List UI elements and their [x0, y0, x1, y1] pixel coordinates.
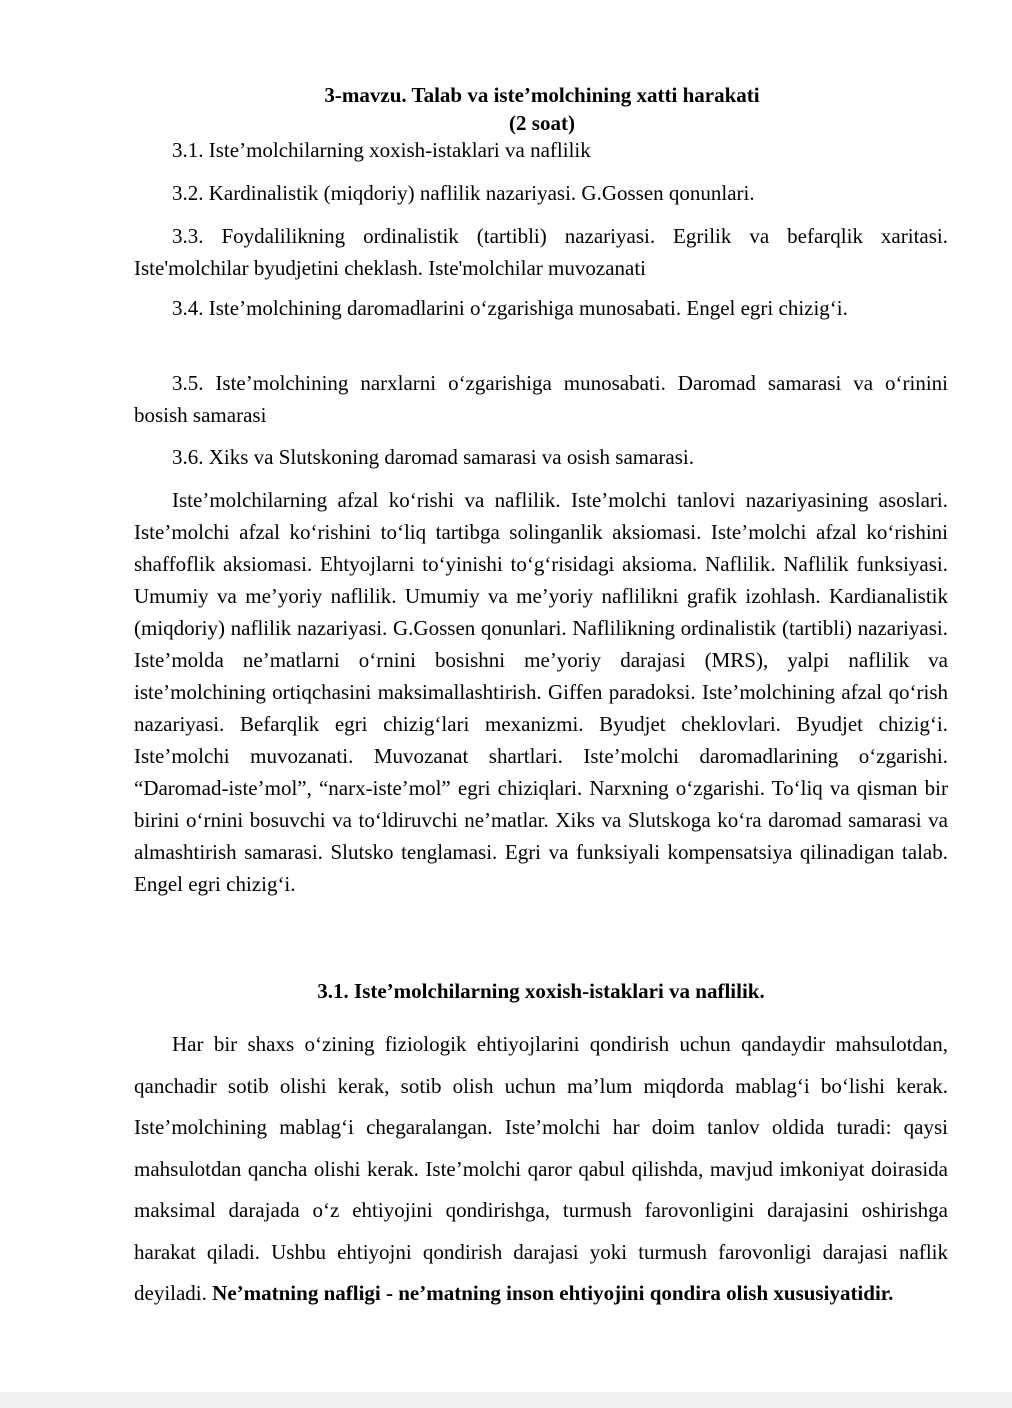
- summary-paragraph: Iste’molchilarning afzal ko‘rishi va naflilik. Iste’molchi tanlovi nazariyasining asoslari. Iste’molchi afzal ko‘rishini to‘liq tartibga solinganlik aksiomasi. Iste’molchi afzal ko‘rishini shaffoflik aksiomasi. Ehtyojlarni to‘yinishi to‘g‘risidagi aksioma. Naflilik. Naflilik funksiyasi. Umumiy va me’yoriy naflilik. Umumiy va me’yoriy naflilikni grafik izohlash. Kardianalistik (miqdoriy) naflilik nazariyasi. G.Gossen qonunlari. Naflilikning ordinalistik (tartibli) nazariyasi. Iste’molda ne’matlarni o‘rnini bosishni me’yoriy darajasi (MRS), yalpi naflilik va iste’molchining ortiqchasini maksimallashtirish. Giffen paradoksi. Iste’molchining afzal qo‘rish nazariyasi. Befarqlik egri chizig‘lari mexanizmi. Byudjet cheklovlari. Byudjet chizig‘i. Iste’molchi muvozanati. Muvozanat shartlari. Iste’molchi daromadlarining o‘zgarishi. “Daromad-iste’mol”, “narx-iste’mol” egri chiziqlari. Narxning o‘zgarishi. To‘liq va qisman bir birini o‘rnini bosuvchi va to‘ldiruvchi ne’matlar. Xiks va Slutskoga ko‘ra daromad samarasi va almashtirish samarasi. Slutsko tenglamasi. Egri va funksiyali kompensatsiya qilinadigan talab. Engel egri chizig‘i.: [134, 488, 948, 896]
- toc-item: 3.5. Iste’molchining narxlarni o‘zgarishiga munosabati. Daromad samarasi va o‘rinini bosish samarasi: [134, 371, 948, 427]
- body-paragraph: [134, 1024, 948, 1315]
- toc-item: 3.3. Foydalilikning ordinalistik (tartibli) nazariyasi. Egrilik va befarqlik xaritasi. Iste'molchilar byudjetini cheklash. Iste'molchilar muvozanati: [134, 224, 948, 280]
- document-subtitle: (2 soat): [509, 111, 575, 135]
- toc-item: 3.6. Xiks va Slutskoning daromad samarasi va osish samarasi.: [172, 445, 695, 469]
- section-heading: 3.1. Iste’molchilarning xoxish-istaklari va naflilik.: [317, 979, 765, 1003]
- toc-item: 3.1. Iste’molchilarning xoxish-istaklari va naflilik: [172, 138, 591, 162]
- toc-item: 3.4. Iste’molchining daromadlarini o‘zgarishiga munosabati. Engel egri chizig‘i.: [172, 296, 848, 320]
- page-bottom-gap: [0, 1392, 1012, 1408]
- body-text: Har bir shaxs o‘zining fiziologik ehtiyojlarini qondirish uchun qandaydir mahsulotdan, qanchadir sotib olishi kerak, sotib olish uchun ma’lum miqdorda mablag‘i bo‘lishi kerak. Iste’molchining mablag‘i chegaralangan. Iste’molchi har doim tanlov oldida turadi: qaysi mahsulotdan qancha olishi kerak. Iste’molchi qaror qabul qilishda, mavjud imkoniyat doirasida maksimal darajada o‘z ehtiyojini qondirishga, turmush farovonligini darajasini oshirishga harakat qiladi. Ushbu ehtiyojni qondirish darajasi yoki turmush farovonligi darajasi naflik deyiladi.: [134, 1032, 948, 1305]
- toc-item: 3.2. Kardinalistik (miqdoriy) naflilik nazariyasi. G.Gossen qonunlari.: [172, 181, 755, 205]
- document-title: 3-mavzu. Talab va iste’molchining xatti harakati: [324, 83, 760, 107]
- definition-text: Ne’matning nafligi - ne’matning inson ehtiyojini qondira olish xususiyatidir.: [212, 1281, 894, 1305]
